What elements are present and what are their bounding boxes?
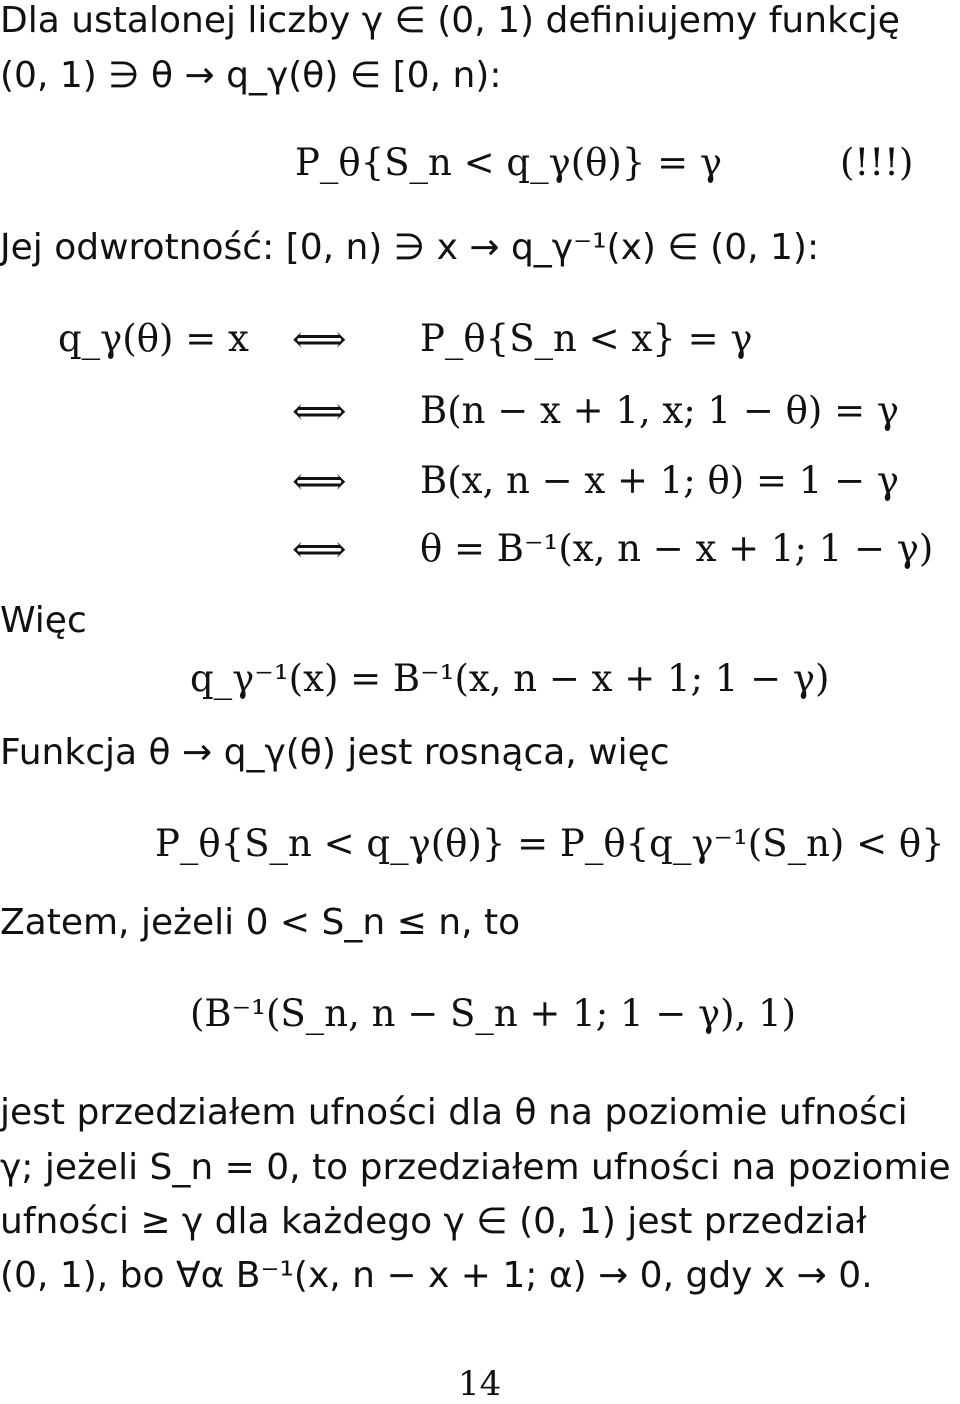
intro-line-1: Dla ustalonej liczby γ ∈ (0, 1) definiujemy funkcję — [0, 0, 900, 41]
chain-step-2: B(n − x + 1, x; 1 − θ) = γ — [420, 389, 899, 432]
iff-arrow-1: ⟺ — [292, 317, 347, 361]
iff-arrow-3: ⟺ — [292, 459, 347, 503]
conclusion-line-2: γ; jeżeli S_n = 0, to przedziałem ufności na poziomie — [0, 1147, 951, 1188]
chain-step-1: P_θ{S_n < x} = γ — [420, 317, 753, 360]
iff-arrow-2: ⟺ — [292, 389, 347, 433]
equation-definition: P_θ{S_n < q_γ(θ)} = γ — [295, 141, 723, 184]
equation-tag: (!!!) — [840, 141, 914, 184]
equation-inverse: q_γ⁻¹(x) = B⁻¹(x, n − x + 1; 1 − γ) — [190, 657, 830, 700]
wiec-label: Więc — [0, 600, 87, 641]
equation-probability: P_θ{S_n < q_γ(θ)} = P_θ{q_γ⁻¹(S_n) < θ} — [155, 822, 945, 865]
chain-step-4: θ = B⁻¹(x, n − x + 1; 1 − γ) — [420, 527, 934, 570]
page-number: 14 — [458, 1364, 502, 1404]
conclusion-line-3: ufności ≥ γ dla każdego γ ∈ (0, 1) jest przedział — [0, 1201, 867, 1242]
conclusion-line-1: jest przedziałem ufności dla θ na poziomie ufności — [0, 1092, 908, 1133]
chain-lhs: q_γ(θ) = x — [58, 317, 249, 360]
zatem-line: Zatem, jeżeli 0 < S_n ≤ n, to — [0, 902, 521, 943]
iff-arrow-4: ⟺ — [292, 527, 347, 571]
equation-interval: (B⁻¹(S_n, n − S_n + 1; 1 − γ), 1) — [190, 992, 797, 1035]
intro-line-2: (0, 1) ∋ θ → q_γ(θ) ∈ [0, n): — [0, 55, 502, 96]
conclusion-line-4: (0, 1), bo ∀α B⁻¹(x, n − x + 1; α) → 0, gdy x → 0. — [0, 1255, 873, 1296]
inverse-intro-line: Jej odwrotność: [0, n) ∋ x → q_γ⁻¹(x) ∈ (0, 1): — [0, 227, 820, 268]
funkcja-line: Funkcja θ → q_γ(θ) jest rosnąca, więc — [0, 732, 670, 773]
chain-step-3: B(x, n − x + 1; θ) = 1 − γ — [420, 459, 899, 502]
